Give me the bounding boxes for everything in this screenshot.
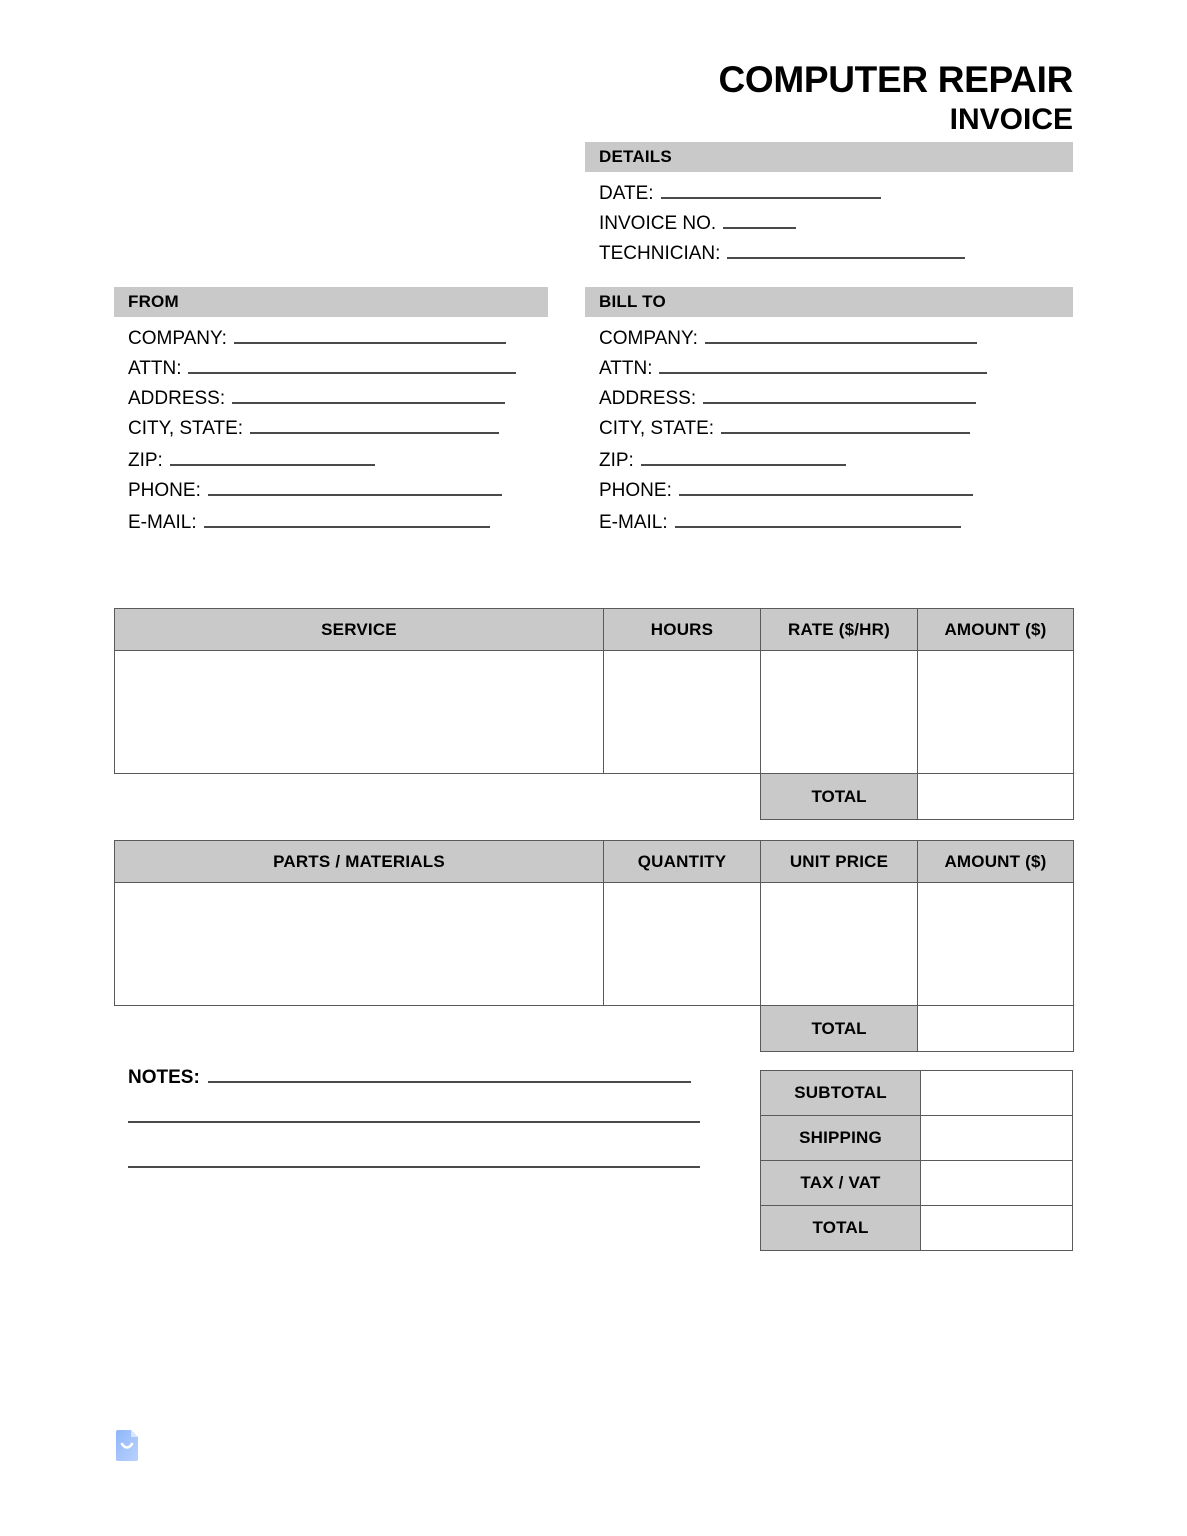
summary-table (760, 1070, 1073, 1251)
details-section-header: DETAILS (585, 142, 1073, 172)
from-phone-row[interactable] (128, 474, 502, 506)
subtotal-value[interactable] (921, 1071, 1073, 1116)
summary-row-shipping (761, 1116, 1073, 1161)
billto-email-row[interactable] (599, 506, 961, 538)
notes-input-line-2[interactable] (128, 1121, 700, 1123)
from-address-label: ADDRESS: (128, 388, 226, 409)
service-table-entry-row (115, 651, 1074, 774)
from-attn-input[interactable] (188, 352, 516, 374)
service-description-cell[interactable] (115, 651, 604, 774)
summary-row-subtotal (761, 1071, 1073, 1116)
title-main: COMPUTER REPAIR (718, 59, 1073, 100)
quantity-col-header: QUANTITY (604, 841, 761, 883)
grand-total-label: TOTAL (761, 1206, 921, 1251)
notes-label: NOTES: (128, 1067, 200, 1088)
from-city-state-label: CITY, STATE: (128, 418, 244, 439)
billto-phone-input[interactable] (679, 474, 973, 496)
billto-zip-row[interactable] (599, 444, 846, 476)
notes-section (128, 1063, 700, 1168)
shipping-label: SHIPPING (761, 1116, 921, 1161)
service-total-spacer (115, 774, 604, 820)
billto-attn-label: ATTN: (599, 358, 653, 379)
subtotal-label: SUBTOTAL (761, 1071, 921, 1116)
billto-phone-label: PHONE: (599, 480, 672, 501)
billto-city-state-row[interactable] (599, 412, 970, 444)
date-field-row[interactable] (599, 177, 881, 209)
from-company-label: COMPANY: (128, 328, 227, 349)
invoice-no-field-label: INVOICE NO. (599, 213, 717, 234)
service-rate-cell[interactable] (761, 651, 918, 774)
billto-phone-row[interactable] (599, 474, 973, 506)
billto-address-row[interactable] (599, 382, 976, 414)
from-address-input[interactable] (232, 382, 505, 404)
parts-quantity-cell[interactable] (604, 883, 761, 1006)
parts-description-cell[interactable] (115, 883, 604, 1006)
parts-table-header-row (115, 841, 1074, 883)
billto-company-label: COMPANY: (599, 328, 698, 349)
from-phone-label: PHONE: (128, 480, 201, 501)
grand-total-value[interactable] (921, 1206, 1073, 1251)
parts-unit-price-cell[interactable] (761, 883, 918, 1006)
service-hours-cell[interactable] (604, 651, 761, 774)
invoice-no-field-input[interactable] (723, 207, 796, 229)
notes-first-line[interactable] (128, 1063, 700, 1092)
service-total-spacer-2 (604, 774, 761, 820)
rate-col-header: RATE ($/HR) (761, 609, 918, 651)
summary-row-tax (761, 1161, 1073, 1206)
invoice-no-field-row[interactable] (599, 207, 796, 239)
billto-attn-input[interactable] (659, 352, 987, 374)
bill-to-section-header: BILL TO (585, 287, 1073, 317)
billto-zip-input[interactable] (641, 444, 846, 466)
date-field-input[interactable] (661, 177, 881, 199)
from-attn-label: ATTN: (128, 358, 182, 379)
from-email-input[interactable] (204, 506, 490, 528)
date-field-label: DATE: (599, 183, 654, 204)
billto-company-input[interactable] (705, 322, 977, 344)
parts-amount-cell[interactable] (918, 883, 1074, 1006)
parts-total-value[interactable] (918, 1006, 1074, 1052)
billto-email-label: E-MAIL: (599, 512, 668, 533)
from-city-state-input[interactable] (250, 412, 499, 434)
from-zip-input[interactable] (170, 444, 375, 466)
summary-row-total (761, 1206, 1073, 1251)
from-address-row[interactable] (128, 382, 505, 414)
from-email-row[interactable] (128, 506, 490, 538)
technician-field-label: TECHNICIAN: (599, 243, 721, 264)
service-table-header-row (115, 609, 1074, 651)
service-amount-cell[interactable] (918, 651, 1074, 774)
from-email-label: E-MAIL: (128, 512, 197, 533)
from-phone-input[interactable] (208, 474, 502, 496)
from-attn-row[interactable] (128, 352, 516, 384)
service-col-header: SERVICE (115, 609, 604, 651)
tax-vat-value[interactable] (921, 1161, 1073, 1206)
billto-zip-label: ZIP: (599, 450, 634, 471)
from-section-header: FROM (114, 287, 548, 317)
from-city-state-row[interactable] (128, 412, 499, 444)
billto-address-input[interactable] (703, 382, 976, 404)
parts-col-header: PARTS / MATERIALS (115, 841, 604, 883)
document-smile-icon[interactable] (112, 1429, 142, 1463)
from-zip-label: ZIP: (128, 450, 163, 471)
from-company-row[interactable] (128, 322, 506, 354)
service-total-value[interactable] (918, 774, 1074, 820)
service-total-label: TOTAL (761, 774, 918, 820)
service-total-row (115, 774, 1074, 820)
billto-company-row[interactable] (599, 322, 977, 354)
parts-total-label: TOTAL (761, 1006, 918, 1052)
from-zip-row[interactable] (128, 444, 375, 476)
parts-total-row (115, 1006, 1074, 1052)
billto-email-input[interactable] (675, 506, 961, 528)
hours-col-header: HOURS (604, 609, 761, 651)
service-amount-col-header: AMOUNT ($) (918, 609, 1074, 651)
parts-amount-col-header: AMOUNT ($) (918, 841, 1074, 883)
page-title (114, 58, 1073, 138)
shipping-value[interactable] (921, 1116, 1073, 1161)
service-table (114, 608, 1074, 820)
title-sub: INVOICE (949, 103, 1073, 136)
technician-field-row[interactable] (599, 237, 965, 269)
notes-input-line-1[interactable] (208, 1063, 691, 1083)
billto-attn-row[interactable] (599, 352, 987, 384)
billto-city-state-label: CITY, STATE: (599, 418, 715, 439)
notes-input-line-3[interactable] (128, 1166, 700, 1168)
parts-table-entry-row (115, 883, 1074, 1006)
parts-total-spacer (115, 1006, 604, 1052)
tax-vat-label: TAX / VAT (761, 1161, 921, 1206)
parts-total-spacer-2 (604, 1006, 761, 1052)
parts-table (114, 840, 1074, 1052)
technician-field-input[interactable] (727, 237, 965, 259)
from-company-input[interactable] (234, 322, 506, 344)
billto-city-state-input[interactable] (721, 412, 970, 434)
billto-address-label: ADDRESS: (599, 388, 697, 409)
unit-price-col-header: UNIT PRICE (761, 841, 918, 883)
